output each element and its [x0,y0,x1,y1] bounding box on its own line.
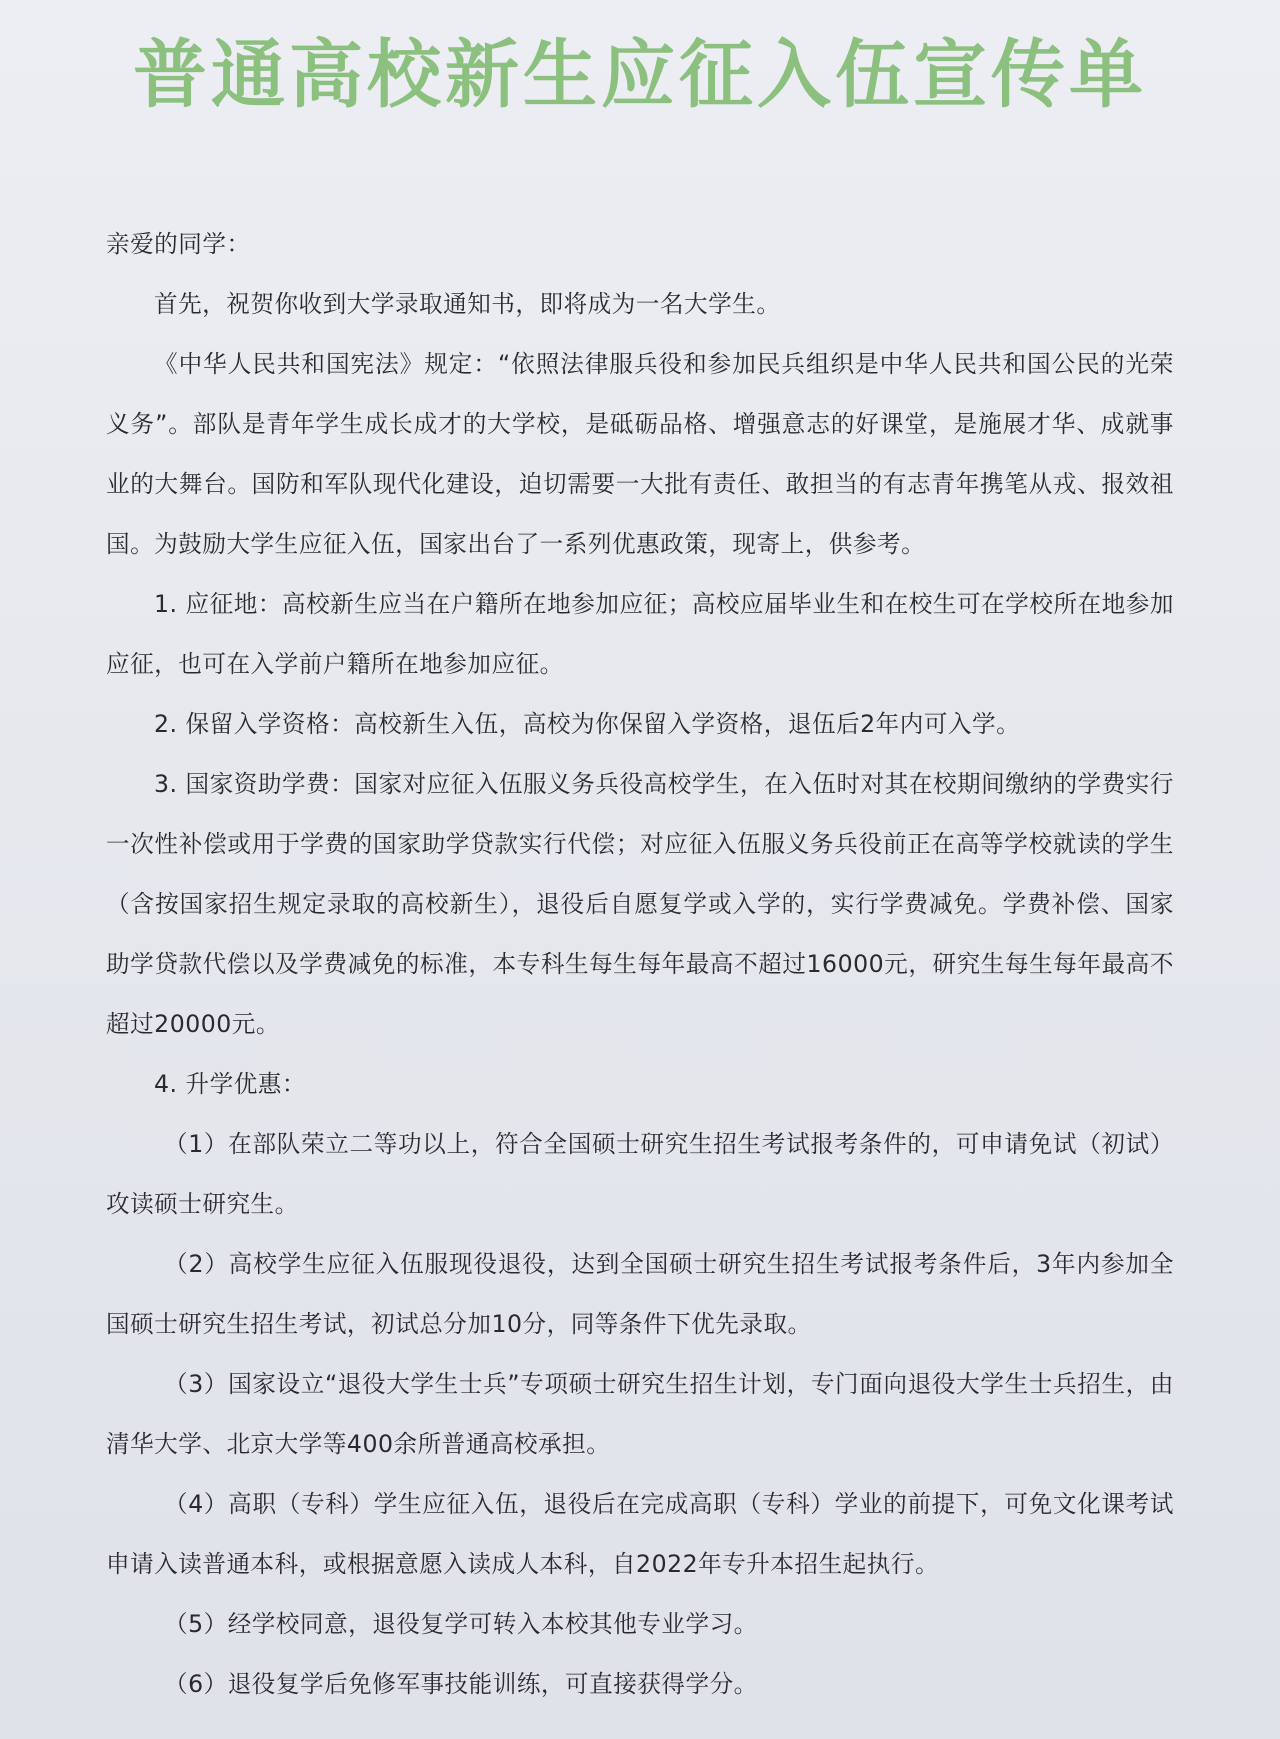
paragraph-constitution: 《中华人民共和国宪法》规定：“依照法律服兵役和参加民兵组织是中华人民共和国公民的光荣义务”。部队是青年学生成长成才的大学校，是砥砺品格、增强意志的好课堂，是施展才华、成就事业的大舞台。国防和军队现代化建设，迫切需要一大批有责任、敢担当的有志青年携笔从戎、报效祖国。为鼓励大学生应征入伍，国家出台了一系列优惠政策，现寄上，供参考。 [106,350,1174,558]
subitem-3: （3）国家设立“退役大学生士兵”专项硕士研究生招生计划，专门面向退役大学生士兵招生，由清华大学、北京大学等400余所普通高校承担。 [106,1370,1174,1458]
paragraph-enlistment-location: 1. 应征地：高校新生应当在户籍所在地参加应征；高校应届毕业生和在校生可在学校所在地参加应征，也可在入学前户籍所在地参加应征。 [106,590,1174,678]
paragraph-education-benefits: 4. 升学优惠： [154,1070,306,1098]
subitem-4: （4）高职（专科）学生应征入伍，退役后在完成高职（专科）学业的前提下，可免文化课考试申请入读普通本科，或根据意愿入读成人本科，自2022年专升本招生起执行。 [106,1490,1174,1578]
subitem-2: （2）高校学生应征入伍服现役退役，达到全国硕士研究生招生考试报考条件后，3年内参加全国硕士研究生招生考试，初试总分加10分，同等条件下优先录取。 [106,1250,1174,1338]
paragraph-retain-admission: 2. 保留入学资格：高校新生入伍，高校为你保留入学资格，退伍后2年内可入学。 [154,710,1021,738]
paragraph-tuition-aid: 3. 国家资助学费：国家对应征入伍服义务兵役高校学生，在入伍时对其在校期间缴纳的学费实行一次性补偿或用于学费的国家助学贷款实行代偿；对应征入伍服义务兵役前正在高等学校就读的学生（含按国家招生规定录取的高校新生），退役后自愿复学或入学的，实行学费减免。学费补偿、国家助学贷款代偿以及学费减免的标准，本专科生每生每年最高不超过16000元，研究生每生每年最高不超过20000元。 [106,770,1174,1038]
document-body [106,214,1174,1714]
salutation: 亲爱的同学： [106,230,251,258]
subitem-5: （5）经学校同意，退役复学可转入本校其他专业学习。 [164,1610,758,1638]
subitem-1: （1）在部队荣立二等功以上，符合全国硕士研究生招生考试报考条件的，可申请免试（初试）攻读硕士研究生。 [106,1130,1174,1218]
paragraph-congratulations: 首先，祝贺你收到大学录取通知书，即将成为一名大学生。 [154,290,781,318]
subitem-6: （6）退役复学后免修军事技能训练，可直接获得学分。 [164,1670,758,1698]
flyer-title: 普通高校新生应征入伍宣传单 [133,32,1147,118]
